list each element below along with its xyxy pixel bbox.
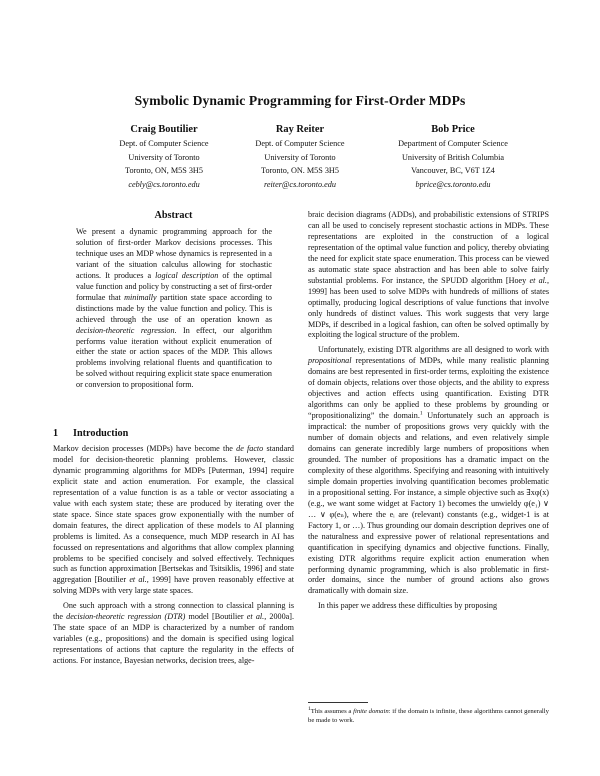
emphasis: decision-theoretic regression (DTR) — [66, 612, 186, 622]
text: , 1999] has been used to solve MDPs with hundreds of millions of states optimally, producing logical descriptions of value functions that involve only hundreds of distinct values. This work suggests that very large MDPs, if described in a logical fashion, can often be solved optimally by exploiting the logical structure of the problem. — [308, 275, 549, 340]
paragraph — [308, 345, 549, 597]
author-city: Toronto, ON. M5S 3H5 — [261, 166, 339, 176]
section-title: Introduction — [73, 428, 129, 439]
section-heading-introduction — [53, 428, 128, 439]
text: standard model for decision-theoretic planning problems. However, classic dynamic programming algorithms for MDPs [Puterman, 1994] require explicit state and action enumeration. For example, the classical representation of a value function is as a table or vector associating a value with each system state; these are produced by iterating over the state space. Since state spaces grow exponentially with the number of domain features, the direct application of these models to AI planning problems is limited. As a consequence, much MDP research in AI has focussed on representations and algorithms that allow complex planning problems to be specified concisely and solved effectively. Techniques such as function approximation [Bertsekas and Tsitsiklis, 1996] and state aggregation [Boutilier — [53, 444, 294, 585]
text: Unfortunately such an approach is impractical: the number of propositions grows very quickly with the number of domain objects and relations, and even relatively simple domains can generate incredibly large numbers of propositions when grounded. The number of propositions has a dramatic impact on the complexity of these algorithms. Specifying and reasoning with intuitively simple domain properties involving quantification becomes problematic in a propositional setting. For instance, a simple objective such as ∃xφ(x) (e.g., we want some widget at Factory 1) becomes the unwieldy φ(e₁) ∨ … ∨ φ(eₙ), where the eᵢ are (relevant) constants (e.g., widget-1 is at Factory 1, or …). Thus grounding our domain description deprives one of the naturalness and expressive power of relational representations and quantification in specifying dynamics and objective functions. Finally, existing DTR algorithms require explicit action enumeration when performing dynamic programming, which is also problematic in first-order domains, since the number of ground actions also grows dramatically with domain size. — [308, 411, 549, 596]
text: , 2000a]. The state space of an MDP is characterized by a number of random variables (e.g., propositions) and the domain is specified using logical representations of actions that capture the regularity in the effects of actions. For instance, Bayesian networks, decision trees, alge- — [53, 612, 295, 666]
footnote-mark: 1 — [308, 705, 311, 712]
paragraph — [308, 210, 549, 341]
right-column-body — [308, 210, 549, 612]
footnote-text: : if the domain is infinite, these algorithms cannot generally be made to work. — [308, 708, 549, 724]
author-univ: University of Toronto — [128, 152, 200, 162]
author-block-3 — [353, 122, 553, 191]
author-name: Ray Reiter — [275, 124, 325, 135]
abstract-text: We present a dynamic programming approach for the solution of first-order Markov decisions processes. This technique uses an MDP whose dynamics is represented in a variant of the situation calculus allowing for stochastic actions. It produces a — [76, 227, 272, 280]
abstract-emphasis: logical description — [155, 270, 219, 280]
author-email: cebly@cs.toronto.edu — [128, 179, 200, 189]
emphasis: et al. — [529, 275, 547, 285]
text: model [Boutilier — [185, 612, 247, 622]
text: Markov decision processes (MDPs) have become the — [53, 444, 237, 453]
paragraph — [308, 601, 549, 612]
author-email: reiter@cs.toronto.edu — [264, 179, 336, 189]
emphasis: propositional — [308, 356, 352, 366]
abstract-heading: Abstract — [154, 210, 193, 221]
footnote-emphasis: finite domain — [353, 708, 389, 715]
abstract-emphasis: decision-theoretic regression — [76, 325, 175, 335]
paragraph — [53, 601, 294, 667]
footnote-rule — [308, 702, 368, 703]
abstract-text: of the optimal value function and policy by constructing a set of first-order formulae that — [76, 270, 272, 302]
section-number: 1 — [53, 428, 59, 439]
emphasis: et al. — [129, 575, 147, 585]
text: , 1999] have proven reasonably effective at solving MDPs with very large state spaces. — [53, 575, 295, 596]
author-univ: University of British Columbia — [401, 152, 505, 162]
author-name: Craig Boutilier — [130, 124, 198, 135]
author-city: Vancouver, BC, V6T 1Z4 — [411, 166, 495, 176]
text: Unfortunately, existing DTR algorithms are all designed to work with — [318, 345, 549, 355]
footnote — [308, 707, 549, 725]
emphasis: de facto — [236, 444, 264, 453]
emphasis: et al. — [246, 612, 265, 622]
footnote-marker: 1 — [419, 410, 423, 417]
author-univ: University of Toronto — [264, 152, 336, 162]
author-email: bprice@cs.toronto.edu — [415, 179, 491, 189]
abstract-emphasis: minimally — [124, 292, 157, 302]
author-name: Bob Price — [431, 124, 475, 135]
paper-title: Symbolic Dynamic Programming for First-Order MDPs — [134, 93, 466, 108]
abstract-text: partition state space according to distinctions made by the value function and policy. This is achieved through the use of an operation known as — [76, 292, 272, 324]
author-dept: Dept. of Computer Science — [119, 139, 209, 148]
text: representations of MDPs, while many realistic planning domains are best represented in first-order terms, exploiting the existence of domain objects, relations over those objects, and the ability to express objectives and action effects using quantification. Existing DTR algorithms can only be applied to these problems by grounding or “propositionalizing” the domain. — [308, 356, 549, 421]
author-dept: Department of Computer Science — [398, 139, 508, 148]
author-dept: Dept. of Computer Science — [255, 139, 345, 148]
abstract-body — [76, 227, 272, 391]
abstract-text: . In effect, our algorithm performs value iteration without explicit enumeration of either the state or action spaces of the MDP. This allows problems involving relational fluents and quantification to be solved without requiring explicit state space enumeration or conversion to propositional form. — [76, 325, 272, 390]
text: braic decision diagrams (ADDs), and probabilistic extensions of STRIPS can all be used to concisely represent stochastic actions in MDPs. These representations are exploited in the construction of a logical representation of the optimal value function and policy, thereby obviating the need for explicit state space enumeration. This process can be viewed as automatic state space abstraction and has been able to solve fairly substantial problems. For instance, the SPUDD algorithm [Hoey — [308, 210, 549, 285]
introduction-body — [53, 444, 294, 667]
text: In this paper we address these difficulties by proposing — [318, 601, 498, 611]
footnote-text: This assumes a — [310, 708, 354, 715]
text: One such approach with a strong connection to classical planning is the — [53, 601, 294, 622]
author-city: Toronto, ON, M5S 3H5 — [125, 166, 203, 176]
paragraph — [53, 444, 294, 597]
